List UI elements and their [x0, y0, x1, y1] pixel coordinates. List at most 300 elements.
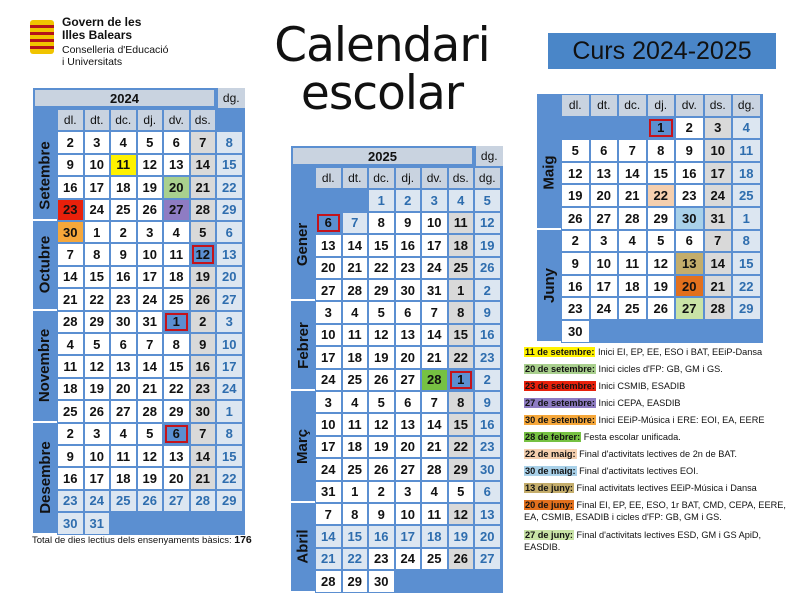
legend-date: 30 de maig:	[525, 466, 576, 476]
day-cell: 22	[217, 177, 242, 197]
day-cell: 9	[111, 244, 136, 264]
day-cell: 12	[138, 446, 163, 466]
day-cell: 24	[316, 459, 341, 479]
day-cell: 4	[449, 190, 474, 210]
day-cell: 1	[449, 370, 474, 390]
day-cell: 28	[343, 280, 368, 300]
day-cell: 6	[164, 132, 189, 152]
day-cell: 5	[369, 392, 394, 412]
day-cell: 26	[369, 459, 394, 479]
day-cell: 29	[85, 312, 110, 332]
day-cell: 7	[191, 424, 216, 444]
day-cell: 2	[58, 132, 83, 152]
day-cell: 28	[191, 200, 216, 220]
day-cell: 6	[396, 392, 421, 412]
day-cell: 20	[217, 267, 242, 287]
day-cell: 23	[676, 185, 703, 206]
day-cell: 20	[396, 437, 421, 457]
day-cell: 22	[85, 289, 110, 309]
day-cell: 5	[648, 231, 675, 252]
day-cell: 10	[422, 213, 447, 233]
day-cell: 2	[396, 190, 421, 210]
day-cell: 23	[191, 379, 216, 399]
day-cell: 30	[475, 459, 500, 479]
year-header: 2025	[291, 146, 474, 166]
day-cell: 6	[591, 140, 618, 161]
government-logo	[30, 16, 200, 82]
day-cell: 23	[369, 549, 394, 569]
day-cell: 8	[449, 302, 474, 322]
legend-item	[524, 465, 794, 477]
legend-date: 27 de setembre:	[525, 398, 595, 408]
day-cell: 25	[343, 459, 368, 479]
day-cell: 25	[164, 289, 189, 309]
day-cell: 21	[58, 289, 83, 309]
day-cell: 18	[449, 235, 474, 255]
day-cell: 28	[705, 298, 732, 319]
day-cell: 8	[369, 213, 394, 233]
day-cell: 20	[164, 177, 189, 197]
legend-text: Festa escolar unificada.	[581, 432, 681, 442]
course-badge: Curs 2024-2025	[548, 33, 776, 69]
page-title	[262, 18, 502, 121]
day-cell: 28	[422, 459, 447, 479]
day-cell: 4	[164, 222, 189, 242]
day-cell: 8	[449, 392, 474, 412]
month-label-octubre	[33, 221, 57, 311]
day-cell: 14	[138, 356, 163, 376]
day-cell: 3	[138, 222, 163, 242]
month-label-juny	[537, 230, 561, 343]
day-cell: 11	[619, 253, 646, 274]
month-label-maig	[537, 117, 561, 230]
legend-item	[524, 346, 794, 358]
month-label-setembre	[33, 131, 57, 221]
day-cell: 14	[316, 526, 341, 546]
weekday-header: dt.	[343, 168, 368, 188]
day-cell: 25	[58, 401, 83, 421]
day-cell: 12	[191, 244, 216, 264]
legend-text: Final d'activitats lectives EOI.	[576, 466, 699, 476]
day-cell: 7	[191, 132, 216, 152]
day-cell: 23	[58, 200, 83, 220]
day-cell: 1	[85, 222, 110, 242]
day-cell: 12	[648, 253, 675, 274]
day-cell: 8	[85, 244, 110, 264]
day-cell: 24	[705, 185, 732, 206]
day-cell: 25	[619, 298, 646, 319]
day-cell: 13	[164, 446, 189, 466]
day-cell: 19	[449, 526, 474, 546]
day-cell: 9	[396, 213, 421, 233]
weekday-header: dv.	[164, 110, 189, 130]
day-cell: 2	[676, 118, 703, 139]
day-cell: 4	[58, 334, 83, 354]
day-cell: 27	[396, 459, 421, 479]
day-cell: 29	[217, 200, 242, 220]
day-cell: 12	[562, 163, 589, 184]
day-cell: 15	[369, 235, 394, 255]
legend-item	[524, 380, 794, 392]
day-cell: 8	[733, 231, 760, 252]
sunday-column-header: dg.	[218, 88, 245, 108]
day-cell: 25	[422, 549, 447, 569]
day-cell: 1	[217, 401, 242, 421]
month-label-març	[291, 391, 315, 503]
day-cell: 3	[217, 312, 242, 332]
month-label-febrer	[291, 301, 315, 391]
weekday-header: dj.	[138, 110, 163, 130]
day-cell: 23	[111, 289, 136, 309]
day-cell: 15	[449, 325, 474, 345]
day-cell: 10	[217, 334, 242, 354]
day-cell: 20	[111, 379, 136, 399]
weekday-header: dc.	[111, 110, 136, 130]
weekday-header: ds.	[449, 168, 474, 188]
logo-line-3: Conselleria d'Educació	[62, 44, 169, 56]
legend-date: 28 de febrer:	[525, 432, 581, 442]
legend-date: 27 de juny:	[525, 530, 573, 540]
day-cell: 11	[164, 244, 189, 264]
day-cell: 19	[138, 177, 163, 197]
day-cell: 15	[648, 163, 675, 184]
weekday-header: dc.	[369, 168, 394, 188]
day-cell: 19	[475, 235, 500, 255]
total-school-days	[32, 534, 252, 546]
day-cell: 17	[217, 356, 242, 376]
day-cell: 17	[591, 276, 618, 297]
day-cell: 16	[369, 526, 394, 546]
day-cell: 9	[562, 253, 589, 274]
day-cell: 21	[705, 276, 732, 297]
day-cell: 15	[85, 267, 110, 287]
day-cell: 3	[85, 132, 110, 152]
day-cell: 29	[648, 208, 675, 229]
day-cell: 15	[343, 526, 368, 546]
total-value: 176	[234, 534, 252, 546]
day-cell: 5	[191, 222, 216, 242]
legend-item	[524, 482, 794, 494]
day-cell: 3	[85, 424, 110, 444]
day-cell: 31	[422, 280, 447, 300]
day-cell: 12	[369, 414, 394, 434]
day-cell: 19	[191, 267, 216, 287]
day-cell: 25	[343, 370, 368, 390]
day-cell: 3	[316, 392, 341, 412]
day-cell: 20	[316, 258, 341, 278]
day-cell: 7	[705, 231, 732, 252]
day-cell: 7	[58, 244, 83, 264]
day-cell: 2	[369, 482, 394, 502]
weekday-header: dl.	[58, 110, 83, 130]
day-cell: 29	[449, 459, 474, 479]
day-cell: 23	[475, 347, 500, 367]
day-cell: 22	[217, 468, 242, 488]
weekday-header: dt.	[85, 110, 110, 130]
day-cell: 17	[85, 468, 110, 488]
day-cell: 30	[191, 401, 216, 421]
day-cell: 6	[111, 334, 136, 354]
day-cell: 15	[733, 253, 760, 274]
day-cell: 11	[449, 213, 474, 233]
month-name: Gener	[294, 222, 312, 267]
legend-text: Inici cicles d'FP: GB, GM i GS.	[595, 364, 723, 374]
day-cell: 2	[475, 370, 500, 390]
day-cell: 1	[733, 208, 760, 229]
day-cell: 24	[85, 200, 110, 220]
day-cell: 22	[733, 276, 760, 297]
day-cell: 24	[396, 549, 421, 569]
legend-text: Final d'activitats lectives ESD, GM i GS ApiD, EASDIB.	[524, 530, 762, 552]
weekday-header: dj.	[648, 95, 675, 116]
day-cell: 13	[316, 235, 341, 255]
month-name: Abril	[294, 529, 312, 564]
day-cell: 31	[138, 312, 163, 332]
day-cell: 30	[562, 321, 589, 342]
weekday-header: ds.	[705, 95, 732, 116]
day-cell: 22	[449, 347, 474, 367]
day-cell: 19	[562, 185, 589, 206]
day-cell: 6	[217, 222, 242, 242]
day-cell: 6	[396, 302, 421, 322]
legend-item	[524, 363, 794, 375]
title-line-2: escolar	[300, 66, 464, 121]
day-cell: 27	[316, 280, 341, 300]
legend-date: 22 de maig:	[525, 449, 576, 459]
day-cell: 25	[733, 185, 760, 206]
day-cell: 16	[111, 267, 136, 287]
month-name: Juny	[540, 267, 558, 303]
day-cell: 25	[449, 258, 474, 278]
day-cell: 28	[422, 370, 447, 390]
legend-date: 20 de setembre:	[525, 364, 595, 374]
day-cell: 10	[591, 253, 618, 274]
day-cell: 14	[422, 414, 447, 434]
day-cell: 29	[733, 298, 760, 319]
day-cell: 21	[191, 177, 216, 197]
day-cell: 16	[396, 235, 421, 255]
day-cell: 29	[164, 401, 189, 421]
day-cell: 5	[138, 132, 163, 152]
day-cell: 16	[475, 414, 500, 434]
legend-text: Final d'activitats lectives de 2n de BAT.	[576, 449, 737, 459]
day-cell: 19	[648, 276, 675, 297]
day-cell: 18	[619, 276, 646, 297]
legend-item	[524, 499, 794, 523]
coat-of-arms-icon	[30, 20, 54, 54]
day-cell: 16	[58, 468, 83, 488]
legend-date: 13 de juny:	[525, 483, 573, 493]
day-cell: 15	[164, 356, 189, 376]
day-cell: 5	[85, 334, 110, 354]
day-cell: 11	[111, 446, 136, 466]
logo-line-2: Illes Balears	[62, 28, 133, 42]
day-cell: 12	[369, 325, 394, 345]
month-name: Maig	[540, 155, 558, 190]
day-cell: 26	[449, 549, 474, 569]
day-cell: 30	[58, 513, 83, 533]
weekday-header: dc.	[619, 95, 646, 116]
day-cell: 23	[475, 437, 500, 457]
day-cell: 14	[58, 267, 83, 287]
day-cell: 27	[111, 401, 136, 421]
day-cell: 2	[58, 424, 83, 444]
day-cell: 4	[619, 231, 646, 252]
day-cell: 26	[138, 491, 163, 511]
weekday-header: dj.	[396, 168, 421, 188]
day-cell: 22	[369, 258, 394, 278]
day-cell: 27	[396, 370, 421, 390]
day-cell: 5	[449, 482, 474, 502]
day-cell: 15	[217, 155, 242, 175]
day-cell: 17	[316, 437, 341, 457]
day-cell: 26	[475, 258, 500, 278]
day-cell: 22	[164, 379, 189, 399]
day-cell: 30	[58, 222, 83, 242]
day-cell: 18	[733, 163, 760, 184]
day-cell: 8	[343, 504, 368, 524]
month-name: Setembre	[36, 141, 54, 210]
legend-text: Inici CSMIB, ESADIB	[595, 381, 686, 391]
day-cell: 20	[396, 347, 421, 367]
day-cell: 7	[316, 504, 341, 524]
day-cell: 27	[475, 549, 500, 569]
day-cell: 9	[191, 334, 216, 354]
month-label-abril	[291, 503, 315, 593]
day-cell: 3	[705, 118, 732, 139]
day-cell: 2	[111, 222, 136, 242]
day-cell: 5	[138, 424, 163, 444]
legend-text: Inici CEPA, EASDIB	[595, 398, 681, 408]
day-cell: 5	[369, 302, 394, 322]
day-cell: 2	[191, 312, 216, 332]
day-cell: 17	[396, 526, 421, 546]
day-cell: 7	[138, 334, 163, 354]
day-cell: 16	[191, 356, 216, 376]
day-cell: 21	[619, 185, 646, 206]
legend-text: Inici EI, EP, EE, ESO i BAT, EEiP-Dansa	[595, 347, 763, 357]
day-cell: 6	[316, 213, 341, 233]
day-cell: 2	[562, 231, 589, 252]
weekday-header: dl.	[316, 168, 341, 188]
day-cell: 11	[343, 325, 368, 345]
day-cell: 14	[619, 163, 646, 184]
day-cell: 9	[58, 446, 83, 466]
day-cell: 18	[58, 379, 83, 399]
day-cell: 21	[316, 549, 341, 569]
legend-item	[524, 397, 794, 409]
sunday-column-header: dg.	[476, 146, 503, 166]
day-cell: 15	[217, 446, 242, 466]
day-cell: 31	[316, 482, 341, 502]
day-cell: 10	[138, 244, 163, 264]
day-cell: 27	[676, 298, 703, 319]
day-cell: 2	[475, 280, 500, 300]
weekday-header: dt.	[591, 95, 618, 116]
day-cell: 10	[705, 140, 732, 161]
day-cell: 21	[191, 468, 216, 488]
day-cell: 1	[449, 280, 474, 300]
legend-date: 20 de juny:	[525, 500, 573, 510]
month-name: Novembre	[36, 328, 54, 403]
day-cell: 8	[648, 140, 675, 161]
legend-item	[524, 431, 794, 443]
day-cell: 20	[475, 526, 500, 546]
day-cell: 17	[138, 267, 163, 287]
day-cell: 10	[396, 504, 421, 524]
legend-item	[524, 448, 794, 460]
day-cell: 30	[369, 571, 394, 591]
day-cell: 14	[191, 446, 216, 466]
legend-date: 11 de setembre:	[525, 347, 595, 357]
day-cell: 30	[111, 312, 136, 332]
day-cell: 21	[343, 258, 368, 278]
day-cell: 6	[475, 482, 500, 502]
day-cell: 22	[648, 185, 675, 206]
weekday-header: dl.	[562, 95, 589, 116]
day-cell: 30	[396, 280, 421, 300]
month-name: Març	[294, 428, 312, 464]
day-cell: 24	[316, 370, 341, 390]
day-cell: 19	[85, 379, 110, 399]
day-cell: 23	[396, 258, 421, 278]
weekday-header: dv.	[422, 168, 447, 188]
day-cell: 29	[343, 571, 368, 591]
day-cell: 17	[422, 235, 447, 255]
day-cell: 11	[422, 504, 447, 524]
legend-date: 23 de setembre:	[525, 381, 595, 391]
day-cell: 13	[396, 325, 421, 345]
day-cell: 10	[85, 446, 110, 466]
total-label: Total de dies lectius dels ensenyaments bàsics:	[32, 535, 232, 546]
day-cell: 27	[217, 289, 242, 309]
day-cell: 30	[676, 208, 703, 229]
day-cell: 13	[217, 244, 242, 264]
day-cell: 26	[369, 370, 394, 390]
day-cell: 27	[164, 200, 189, 220]
legend-text: Final EI, EP, EE, ESO, 1r BAT, CMD, CEPA, EERE, EA, CSMIB, ESADIB i cicles d'FP: GB, GM i GS.	[524, 500, 786, 522]
legend-item	[524, 529, 794, 553]
day-cell: 13	[475, 504, 500, 524]
day-cell: 12	[138, 155, 163, 175]
day-cell: 19	[369, 347, 394, 367]
day-cell: 27	[164, 491, 189, 511]
day-cell: 5	[475, 190, 500, 210]
day-cell: 25	[111, 491, 136, 511]
day-cell: 18	[111, 177, 136, 197]
day-cell: 13	[111, 356, 136, 376]
day-cell: 17	[316, 347, 341, 367]
day-cell: 12	[475, 213, 500, 233]
day-cell: 14	[191, 155, 216, 175]
day-cell: 14	[705, 253, 732, 274]
day-cell: 26	[562, 208, 589, 229]
month-label-desembre	[33, 423, 57, 535]
day-cell: 1	[164, 312, 189, 332]
day-cell: 24	[138, 289, 163, 309]
day-cell: 1	[343, 482, 368, 502]
logo-government	[62, 16, 141, 42]
day-cell: 4	[422, 482, 447, 502]
day-cell: 21	[422, 437, 447, 457]
day-cell: 21	[422, 347, 447, 367]
day-cell: 21	[138, 379, 163, 399]
day-cell: 16	[676, 163, 703, 184]
day-cell: 7	[619, 140, 646, 161]
day-cell: 27	[591, 208, 618, 229]
day-cell: 20	[591, 185, 618, 206]
day-cell: 9	[369, 504, 394, 524]
